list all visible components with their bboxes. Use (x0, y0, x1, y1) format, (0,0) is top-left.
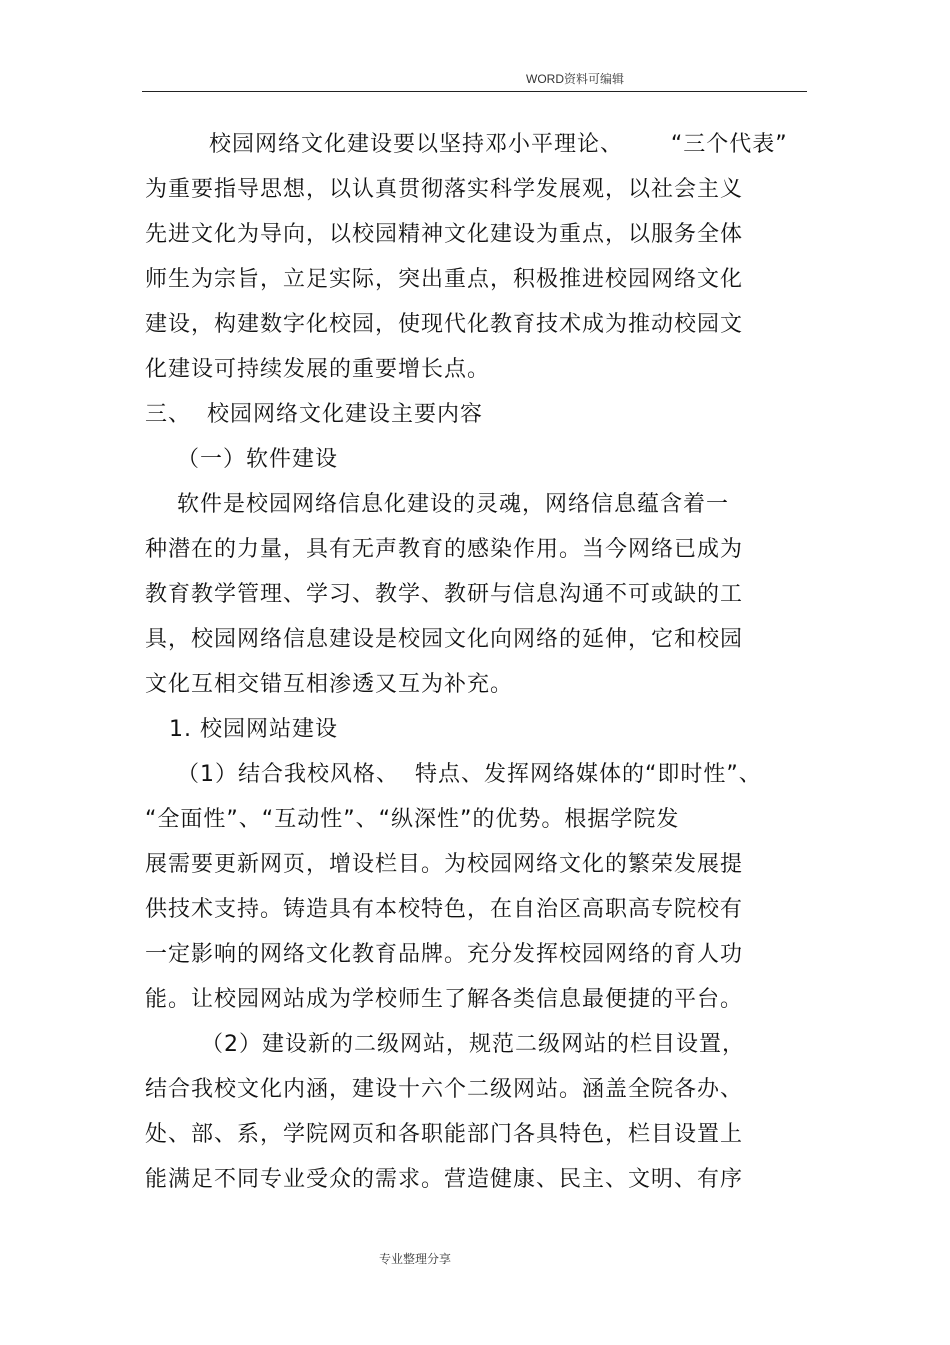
header-rule (142, 91, 807, 92)
paragraph-line: 处、部、系，学院网页和各职能部门各具特色，栏目设置上 (145, 1122, 744, 1147)
paragraph-line: （1）结合我校风格、 特点、发挥网络媒体的“即时性”、 (145, 762, 762, 787)
paragraph-line: 能满足不同专业受众的需求。营造健康、民主、文明、有序 (145, 1167, 744, 1192)
paragraph-line: 能。让校园网站成为学校师生了解各类信息最便捷的平台。 (145, 987, 744, 1012)
page-footer: 专业整理分享 (378, 1252, 451, 1266)
page-header: WORD资料可编辑 (526, 72, 624, 86)
paragraph-line: 结合我校文化内涵，建设十六个二级网站。涵盖全院各办、 (145, 1077, 744, 1102)
paragraph-line: 先进文化为导向，以校园精神文化建设为重点，以服务全体 (145, 222, 744, 247)
paragraph-line: 师生为宗旨，立足实际，突出重点，积极推进校园网络文化 (145, 267, 744, 292)
paragraph-line: 校园网络文化建设要以坚持邓小平理论、 “三个代表” (145, 132, 788, 157)
paragraph-line: 化建设可持续发展的重要增长点。 (145, 357, 491, 382)
paragraph-line: 软件是校园网络信息化建设的灵魂，网络信息蕴含着一 (145, 492, 729, 517)
paragraph-line: 种潜在的力量，具有无声教育的感染作用。当今网络已成为 (145, 537, 744, 562)
paragraph-line: 建设，构建数字化校园，使现代化教育技术成为推动校园文 (145, 312, 744, 337)
paragraph-line: 为重要指导思想，以认真贯彻落实科学发展观，以社会主义 (145, 177, 744, 202)
paragraph-line: 具，校园网络信息建设是校园文化向网络的延伸，它和校园 (145, 627, 744, 652)
paragraph-line: “全面性”、“互动性”、“纵深性”的优势。根据学院发 (145, 807, 680, 832)
paragraph-line: 教育教学管理、学习、教学、教研与信息沟通不可或缺的工 (145, 582, 744, 607)
paragraph-line: 供技术支持。铸造具有本校特色，在自治区高职高专院校有 (145, 897, 744, 922)
paragraph-line: 一定影响的网络文化教育品牌。充分发挥校园网络的育人功 (145, 942, 744, 967)
numbered-heading: 1. 校园网站建设 (145, 717, 338, 742)
section-heading: 三、 校园网络文化建设主要内容 (145, 402, 483, 427)
subsection-heading: （一）软件建设 (145, 447, 338, 472)
paragraph-line: （2）建设新的二级网站，规范二级网站的栏目设置， (145, 1032, 745, 1057)
paragraph-line: 文化互相交错互相渗透又互为补充。 (145, 672, 514, 697)
paragraph-line: 展需要更新网页，增设栏目。为校园网络文化的繁荣发展提 (145, 852, 744, 877)
